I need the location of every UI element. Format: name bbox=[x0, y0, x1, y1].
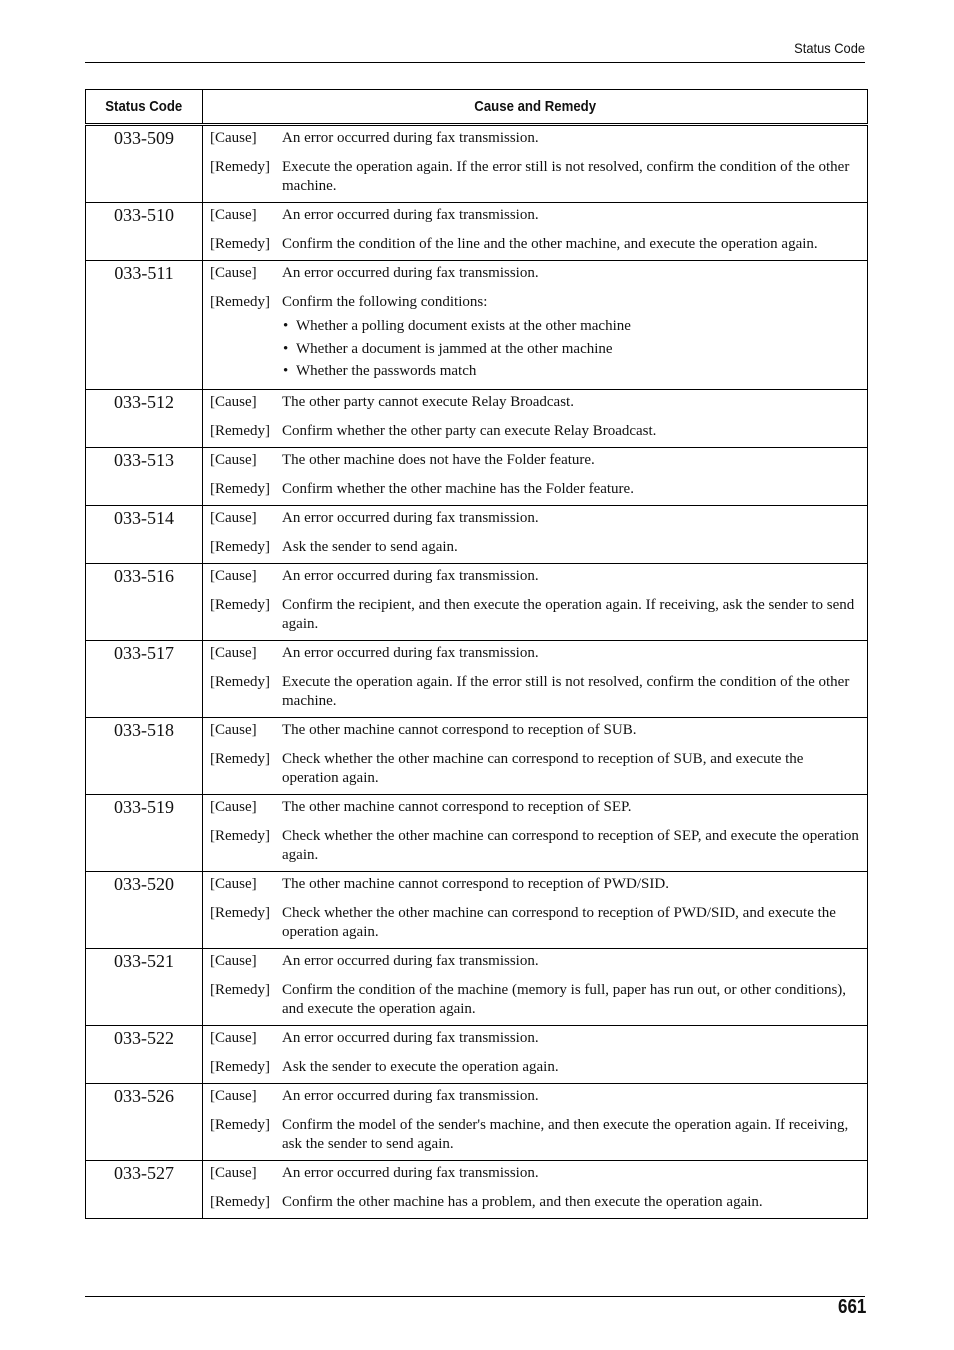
cause-entry bbox=[210, 393, 859, 412]
cause-label: [Cause] bbox=[210, 451, 257, 468]
cause-text-block bbox=[282, 644, 859, 663]
cause-text: The other machine does not have the Folder feature. bbox=[282, 451, 595, 468]
remedy-label: [Remedy] bbox=[210, 422, 270, 439]
remedy-text: Confirm the following conditions: bbox=[282, 294, 488, 310]
remedy-label: [Remedy] bbox=[210, 480, 270, 497]
list-item: • Whether a polling document exists at the other machine bbox=[282, 315, 859, 338]
cause-text: The other party cannot execute Relay Broadcast. bbox=[282, 393, 574, 410]
cause-text: An error occurred during fax transmission. bbox=[282, 1029, 539, 1046]
cause-text-block bbox=[282, 451, 859, 470]
cause-text: An error occurred during fax transmission. bbox=[282, 130, 539, 146]
remedy-entry bbox=[210, 596, 859, 634]
cause-entry bbox=[210, 129, 859, 148]
cause-label: [Cause] bbox=[210, 798, 257, 815]
remedy-entry bbox=[210, 1058, 859, 1077]
remedy-entry bbox=[210, 1116, 859, 1154]
table-row bbox=[86, 389, 868, 447]
table-row bbox=[86, 1083, 868, 1160]
cause-entry bbox=[210, 509, 859, 528]
cause-remedy-cell bbox=[203, 389, 868, 447]
column-header-cause-and-remedy: Cause and Remedy bbox=[203, 90, 868, 125]
cause-text-block bbox=[282, 721, 859, 740]
cause-text: An error occurred during fax transmission. bbox=[282, 567, 539, 584]
remedy-text-block bbox=[282, 981, 859, 1019]
cause-entry bbox=[210, 1087, 859, 1106]
remedy-label: [Remedy] bbox=[210, 981, 270, 998]
cause-label: [Cause] bbox=[210, 952, 257, 969]
cause-label: [Cause] bbox=[210, 1087, 257, 1104]
cause-remedy-cell bbox=[203, 948, 868, 1025]
list-item: • Whether the passwords match bbox=[282, 360, 859, 383]
remedy-entry bbox=[210, 158, 859, 196]
remedy-text-block bbox=[282, 538, 859, 557]
cause-text: The other machine cannot correspond to reception of SEP. bbox=[282, 798, 632, 815]
remedy-entry bbox=[210, 480, 859, 499]
status-code-cell: 033-511 bbox=[86, 261, 203, 390]
status-code-table bbox=[85, 89, 868, 1219]
cause-text: The other machine cannot correspond to reception of PWD/SID. bbox=[282, 875, 669, 892]
list-item: • Whether a document is jammed at the other machine bbox=[282, 338, 859, 361]
status-code-cell: 033-518 bbox=[86, 717, 203, 794]
cause-text-block bbox=[282, 952, 859, 971]
footer-rule bbox=[85, 1296, 865, 1297]
table-row bbox=[86, 871, 868, 948]
cause-remedy-cell bbox=[203, 125, 868, 203]
cause-text: An error occurred during fax transmission. bbox=[282, 644, 539, 661]
status-code-cell: 033-526 bbox=[86, 1083, 203, 1160]
table-row bbox=[86, 447, 868, 505]
cause-remedy-cell bbox=[203, 1025, 868, 1083]
cause-text-block bbox=[282, 509, 859, 528]
cause-remedy-cell bbox=[203, 794, 868, 871]
status-code-cell: 033-512 bbox=[86, 389, 203, 447]
cause-label: [Cause] bbox=[210, 265, 257, 281]
cause-remedy-cell bbox=[203, 261, 868, 390]
cause-label: [Cause] bbox=[210, 207, 257, 223]
remedy-label: [Remedy] bbox=[210, 538, 270, 555]
status-code-cell: 033-522 bbox=[86, 1025, 203, 1083]
cause-text-block bbox=[282, 1164, 859, 1183]
table-row bbox=[86, 717, 868, 794]
table-row bbox=[86, 261, 868, 390]
remedy-text-block bbox=[282, 1193, 859, 1212]
cause-entry bbox=[210, 567, 859, 586]
cause-text-block bbox=[282, 393, 859, 412]
table-header-row bbox=[86, 90, 868, 125]
cause-entry bbox=[210, 1029, 859, 1048]
remedy-entry bbox=[210, 422, 859, 441]
remedy-text-block bbox=[282, 480, 859, 499]
status-code-cell: 033-514 bbox=[86, 505, 203, 563]
status-code-cell: 033-513 bbox=[86, 447, 203, 505]
remedy-text-block bbox=[282, 750, 859, 788]
status-code-cell: 033-519 bbox=[86, 794, 203, 871]
table-row bbox=[86, 640, 868, 717]
remedy-text: Check whether the other machine can correspond to reception of PWD/SID, and execute the operation again. bbox=[282, 904, 836, 940]
cause-entry bbox=[210, 644, 859, 663]
cause-remedy-cell bbox=[203, 1160, 868, 1218]
page-number: 661 bbox=[837, 1296, 866, 1318]
cause-remedy-cell bbox=[203, 563, 868, 640]
cause-text-block bbox=[282, 129, 859, 148]
remedy-bullet-list bbox=[282, 315, 859, 383]
remedy-label: [Remedy] bbox=[210, 750, 270, 767]
remedy-label: [Remedy] bbox=[210, 1058, 270, 1075]
cause-remedy-cell bbox=[203, 505, 868, 563]
remedy-label: [Remedy] bbox=[210, 596, 270, 613]
remedy-text: Confirm the condition of the machine (memory is full, paper has run out, or other conditions), and execute the operation again. bbox=[282, 981, 847, 1017]
remedy-text-block bbox=[282, 673, 859, 711]
running-header-title: Status Code bbox=[794, 40, 865, 56]
remedy-label: [Remedy] bbox=[210, 1193, 270, 1210]
cause-entry bbox=[210, 451, 859, 470]
remedy-text-block bbox=[282, 293, 859, 383]
remedy-entry bbox=[210, 827, 859, 865]
remedy-text: Confirm the recipient, and then execute the operation again. If receiving, ask the sender to send again. bbox=[282, 596, 855, 632]
remedy-text: Confirm whether the other party can execute Relay Broadcast. bbox=[282, 422, 657, 439]
cause-label: [Cause] bbox=[210, 644, 257, 661]
remedy-entry bbox=[210, 981, 859, 1019]
remedy-label: [Remedy] bbox=[210, 673, 270, 690]
remedy-text: Confirm whether the other machine has the Folder feature. bbox=[282, 480, 634, 497]
cause-remedy-cell bbox=[203, 447, 868, 505]
table-row bbox=[86, 1160, 868, 1218]
cause-label: [Cause] bbox=[210, 393, 257, 410]
cause-remedy-cell bbox=[203, 871, 868, 948]
cause-remedy-cell bbox=[203, 717, 868, 794]
status-code-cell: 033-509 bbox=[86, 125, 203, 203]
column-header-status-code: Status Code bbox=[86, 90, 203, 125]
cause-text: An error occurred during fax transmission. bbox=[282, 509, 539, 526]
cause-label: [Cause] bbox=[210, 875, 257, 892]
cause-remedy-cell bbox=[203, 203, 868, 261]
cause-text: An error occurred during fax transmission. bbox=[282, 1087, 539, 1104]
cause-text-block bbox=[282, 875, 859, 894]
remedy-label: [Remedy] bbox=[210, 294, 270, 310]
remedy-text-block bbox=[282, 1058, 859, 1077]
table-row bbox=[86, 125, 868, 203]
cause-remedy-cell bbox=[203, 640, 868, 717]
table-row bbox=[86, 563, 868, 640]
status-code-cell: 033-510 bbox=[86, 203, 203, 261]
remedy-label: [Remedy] bbox=[210, 827, 270, 844]
cause-text: An error occurred during fax transmission. bbox=[282, 1164, 539, 1181]
cause-text: An error occurred during fax transmission. bbox=[282, 265, 539, 281]
remedy-entry bbox=[210, 538, 859, 557]
cause-text-block bbox=[282, 798, 859, 817]
cause-entry bbox=[210, 875, 859, 894]
cause-label: [Cause] bbox=[210, 1029, 257, 1046]
cause-entry bbox=[210, 952, 859, 971]
remedy-text: Ask the sender to send again. bbox=[282, 538, 458, 555]
remedy-text: Check whether the other machine can correspond to reception of SUB, and execute the operation again. bbox=[282, 750, 804, 786]
status-code-cell: 033-516 bbox=[86, 563, 203, 640]
cause-text-block bbox=[282, 206, 859, 225]
remedy-text-block bbox=[282, 422, 859, 441]
cause-entry bbox=[210, 721, 859, 740]
status-code-cell: 033-517 bbox=[86, 640, 203, 717]
remedy-entry bbox=[210, 904, 859, 942]
cause-text-block bbox=[282, 567, 859, 586]
remedy-text-block bbox=[282, 158, 859, 196]
remedy-text-block bbox=[282, 904, 859, 942]
remedy-text: Check whether the other machine can correspond to reception of SEP, and execute the operation again. bbox=[282, 827, 859, 863]
remedy-text-block bbox=[282, 827, 859, 865]
remedy-entry bbox=[210, 235, 859, 254]
cause-text-block bbox=[282, 1087, 859, 1106]
remedy-label: [Remedy] bbox=[210, 159, 270, 175]
status-code-cell: 033-520 bbox=[86, 871, 203, 948]
remedy-text: Confirm the condition of the line and the other machine, and execute the operation again. bbox=[282, 236, 818, 252]
remedy-text-block bbox=[282, 596, 859, 634]
cause-text: An error occurred during fax transmission. bbox=[282, 952, 539, 969]
status-code-cell: 033-521 bbox=[86, 948, 203, 1025]
remedy-text: Confirm the model of the sender's machine, and then execute the operation again. If receiving, ask the sender to send again. bbox=[282, 1116, 849, 1152]
cause-label: [Cause] bbox=[210, 1164, 257, 1181]
cause-label: [Cause] bbox=[210, 509, 257, 526]
cause-text-block bbox=[282, 1029, 859, 1048]
remedy-entry bbox=[210, 1193, 859, 1212]
remedy-entry bbox=[210, 293, 859, 383]
cause-text: An error occurred during fax transmission. bbox=[282, 207, 539, 223]
remedy-label: [Remedy] bbox=[210, 236, 270, 252]
status-code-cell: 033-527 bbox=[86, 1160, 203, 1218]
table-row bbox=[86, 203, 868, 261]
header-rule bbox=[85, 62, 865, 63]
cause-text: The other machine cannot correspond to reception of SUB. bbox=[282, 721, 637, 738]
cause-entry bbox=[210, 264, 859, 283]
cause-label: [Cause] bbox=[210, 130, 257, 146]
remedy-text: Execute the operation again. If the error still is not resolved, confirm the condition of the other machine. bbox=[282, 159, 850, 194]
remedy-entry bbox=[210, 750, 859, 788]
table-row bbox=[86, 505, 868, 563]
cause-remedy-cell bbox=[203, 1083, 868, 1160]
remedy-text-block bbox=[282, 235, 859, 254]
cause-entry bbox=[210, 1164, 859, 1183]
table-row bbox=[86, 1025, 868, 1083]
remedy-text: Ask the sender to execute the operation again. bbox=[282, 1058, 559, 1075]
remedy-label: [Remedy] bbox=[210, 1116, 270, 1133]
remedy-label: [Remedy] bbox=[210, 904, 270, 921]
table-row bbox=[86, 948, 868, 1025]
cause-label: [Cause] bbox=[210, 567, 257, 584]
remedy-text-block bbox=[282, 1116, 859, 1154]
cause-entry bbox=[210, 798, 859, 817]
remedy-text: Confirm the other machine has a problem, and then execute the operation again. bbox=[282, 1193, 763, 1210]
table-row bbox=[86, 794, 868, 871]
cause-entry bbox=[210, 206, 859, 225]
cause-label: [Cause] bbox=[210, 721, 257, 738]
remedy-text: Execute the operation again. If the error still is not resolved, confirm the condition of the other machine. bbox=[282, 673, 850, 709]
cause-text-block bbox=[282, 264, 859, 283]
remedy-entry bbox=[210, 673, 859, 711]
